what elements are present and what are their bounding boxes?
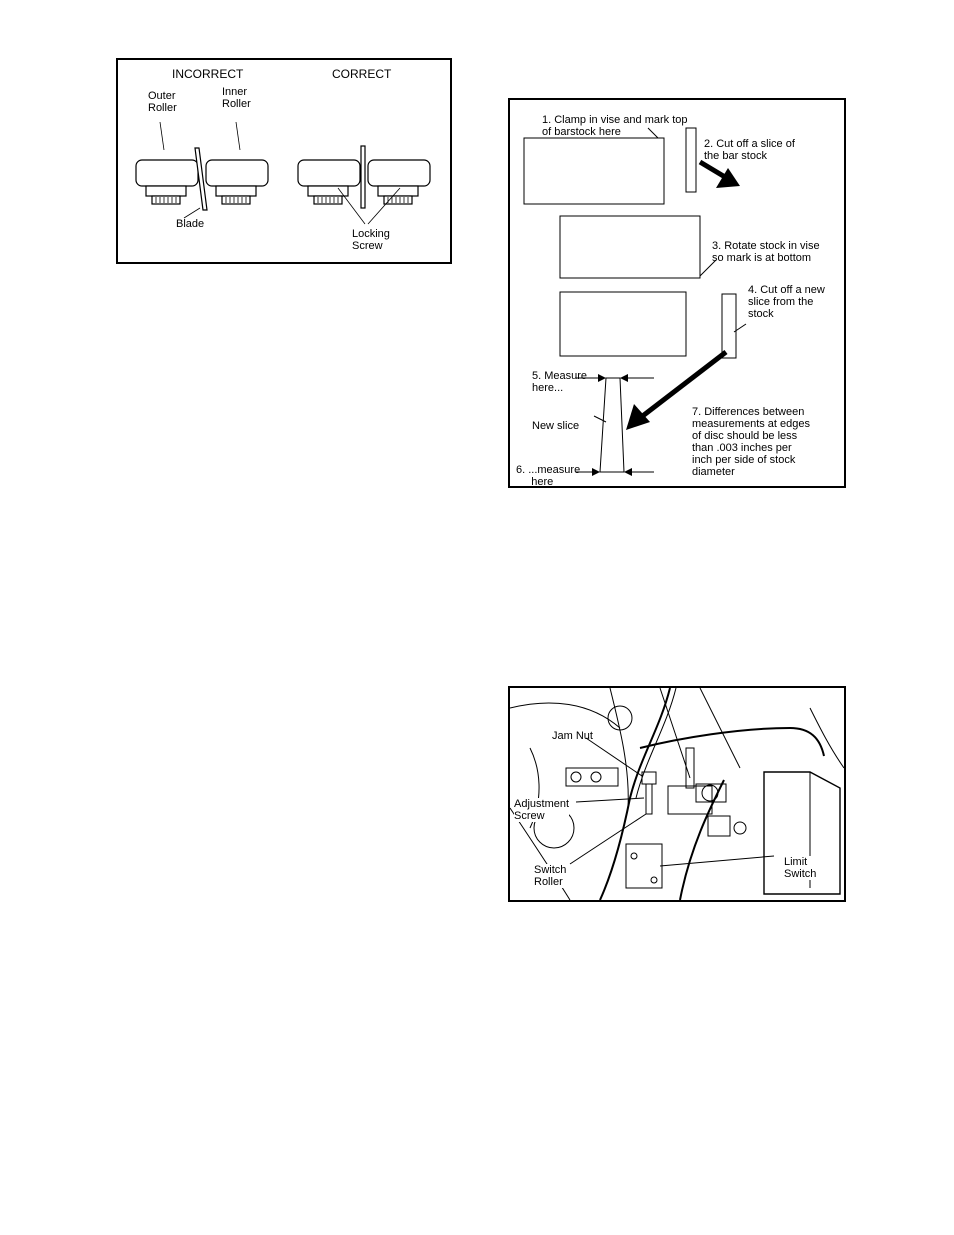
limit-switch-label: Limit Switch [784,856,817,880]
incorrect-heading: INCORRECT [172,67,244,81]
inner-roller-correct [368,160,430,186]
step1-text: 1. Clamp in vise and mark top of barstock here [542,114,688,138]
step7-text: 7. Differences between measurements at edges of disc should be less than .003 inches per inch per side of stock diameter [692,406,811,478]
barstock-step1 [524,138,664,204]
step2-text: 2. Cut off a slice of the bar stock [704,138,795,162]
outer-roller-correct [298,160,360,186]
step6-text: 6. ...measure here [516,464,581,488]
outer-roller-label: Outer Roller [148,90,177,114]
correct-heading: CORRECT [332,67,392,81]
switch-roller-label: Switch Roller [534,864,567,888]
barstock-step4 [560,292,686,356]
step3-text: 3. Rotate stock in vise so mark is at bottom [712,240,820,264]
locking-screw-label: Locking Screw [352,228,390,252]
slice-step4 [722,294,736,358]
adjustment-screw-label: Adjustment Screw [514,798,570,822]
barstock-step3 [560,216,700,278]
step5-text: 5. Measure here... [532,370,588,394]
blade-label: Blade [176,218,205,230]
outer-roller-incorrect [136,160,198,186]
squareness-test-figure [508,98,846,488]
limit-switch-figure [508,686,846,902]
inner-roller-incorrect [206,160,268,186]
new-slice-label: New slice [532,420,580,432]
new-slice-shape [600,378,624,472]
inner-roller-label: Inner Roller [222,86,251,110]
blade-roller-figure [116,58,452,264]
blade-straight [361,146,365,208]
step4-text: 4. Cut off a new slice from the stock [748,284,825,320]
jam-nut-label: Jam Nut [552,730,593,742]
